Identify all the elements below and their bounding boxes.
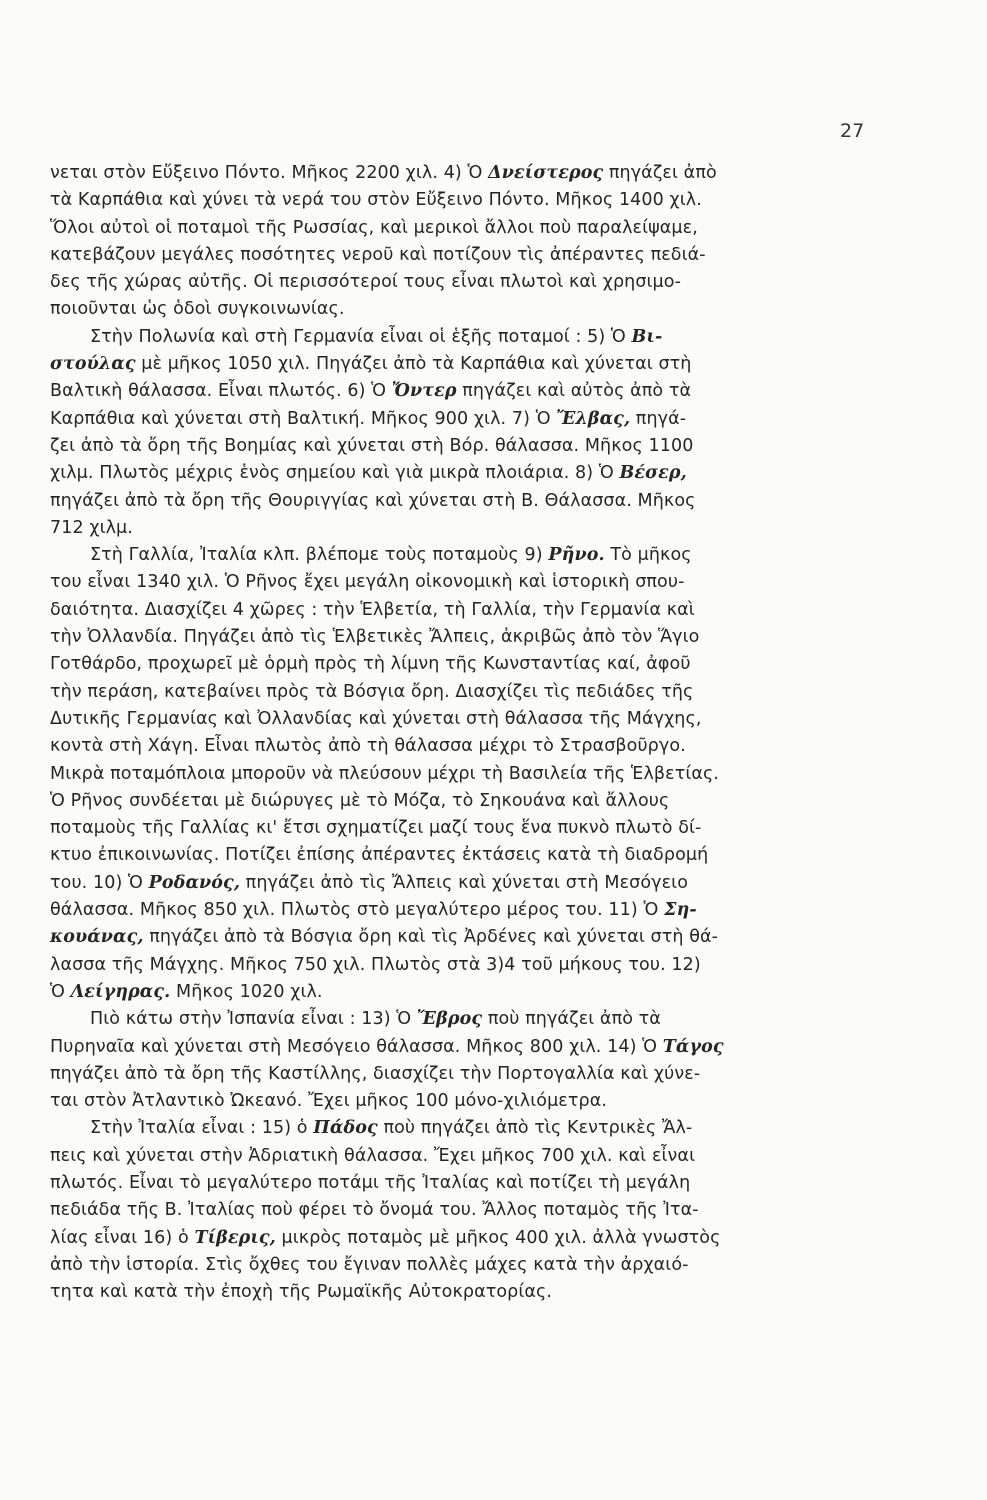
line-text: Ὁ bbox=[50, 981, 71, 1002]
river-name: Τίβερις, bbox=[194, 1227, 276, 1248]
line-text: δαιότητα. Διασχίζει 4 χῶρες : τὴν Ἑλβετία, τὴ Γαλλία, τὴν Γερμανία καὶ bbox=[50, 599, 695, 620]
text-line bbox=[50, 242, 870, 269]
text-line bbox=[50, 269, 870, 296]
line-text: θάλασσα. Μῆκος 850 χιλ. Πλωτὸς στὸ μεγαλύτερο μέρος του. 11) Ὁ bbox=[50, 900, 665, 921]
line-text: του. 10) Ὁ bbox=[50, 872, 149, 893]
page-number: 27 bbox=[840, 120, 865, 142]
river-name: Βι- bbox=[631, 326, 663, 347]
text-line bbox=[50, 1252, 870, 1279]
text-line bbox=[50, 515, 870, 542]
line-text-after: Τὸ μῆκος bbox=[604, 545, 692, 566]
text-line bbox=[50, 1170, 870, 1197]
body-text bbox=[50, 160, 870, 1306]
line-text: Ὅλοι αὐτοὶ οἱ ποταμοὶ τῆς Ρωσσίας, καὶ μερικοὶ ἄλλοι ποὺ παραλείψαμε, bbox=[50, 217, 698, 238]
river-name: Βέσερ, bbox=[619, 463, 687, 484]
text-line bbox=[50, 460, 870, 487]
line-text-after: μικρὸς ποταμὸς μὲ μῆκος 400 χιλ. ἀλλὰ γνωστὸς bbox=[275, 1227, 721, 1248]
line-text: πηγάζει ἀπὸ τὰ ὄρη τῆς Καστίλλης, διασχίζει τὴν Πορτογαλλία καὶ χύνε- bbox=[50, 1063, 701, 1084]
text-line bbox=[50, 406, 870, 433]
text-line bbox=[50, 1279, 870, 1306]
line-text: ἀπὸ τὴν ἱστορία. Στὶς ὄχθες του ἔγιναν πολλὲς μάχες κατὰ τὴν ἀρχαιό- bbox=[50, 1254, 689, 1275]
river-name: κουάνας, bbox=[50, 927, 144, 948]
river-name: Ροδανός, bbox=[148, 872, 241, 893]
line-text-after: πηγάζει ἀπὸ bbox=[603, 163, 717, 183]
river-name: Ἔλβας, bbox=[556, 408, 631, 429]
text-line bbox=[50, 788, 870, 815]
line-text: 712 χιλμ. bbox=[50, 517, 133, 538]
line-text: πεις καὶ χύνεται στὴν Ἀδριατικὴ θάλασσα. Ἔχει μῆκος 700 χιλ. καὶ εἶναι bbox=[50, 1145, 696, 1166]
text-line bbox=[50, 651, 870, 678]
line-text: ται στὸν Ἀτλαντικὸ Ὠκεανό. Ἔχει μῆκος 100 μόνο-χιλιόμετρα. bbox=[50, 1091, 608, 1112]
text-line bbox=[50, 1225, 870, 1252]
river-name: Ὄντερ bbox=[391, 381, 457, 402]
text-line bbox=[50, 351, 870, 378]
text-line bbox=[50, 679, 870, 706]
line-text: κοντὰ στὴ Χάγη. Εἶναι πλωτὸς ἀπὸ τὴ θάλασσα μέχρι τὸ Στρασβοῦργο. bbox=[50, 736, 686, 757]
line-text-after: ποὺ πηγάζει ἀπὸ τὶς Κεντρικὲς Ἄλ- bbox=[377, 1118, 693, 1139]
line-text-after: πηγάζει καὶ αὐτὸς ἀπὸ τὰ bbox=[456, 381, 692, 402]
text-line bbox=[50, 378, 870, 405]
line-text: ζει ἀπὸ τὰ ὄρη τῆς Βοημίας καὶ χύνεται στὴ Βόρ. θάλασσα. Μῆκος 1100 bbox=[50, 435, 694, 456]
line-text: πηγάζει ἀπὸ τὰ ὄρη τῆς Θουριγγίας καὶ χύνεται στὴ Β. Θάλασσα. Μῆκος bbox=[50, 490, 696, 511]
line-text-after: ποὺ πηγάζει ἀπὸ τὰ bbox=[482, 1009, 661, 1030]
text-line bbox=[50, 1115, 870, 1142]
line-text: τητα καὶ κατὰ τὴν ἐποχὴ τῆς Ρωμαϊκῆς Αὐτοκρατορίας. bbox=[50, 1282, 553, 1303]
line-text: λίας εἶναι 16) ὁ bbox=[50, 1227, 195, 1248]
line-text: χιλμ. Πλωτὸς μέχρις ἑνὸς σημείου καὶ γιὰ μικρὰ πλοιάρια. 8) Ὁ bbox=[50, 463, 620, 484]
line-text: ποταμοὺς τῆς Γαλλίας κι' ἔτσι σχηματίζει μαζί τους ἕνα πυκνὸ πλωτὸ δί- bbox=[50, 818, 702, 839]
line-text: Γοτθάρδο, προχωρεῖ μὲ ὁρμὴ πρὸς τὴ λίμνη τῆς Κωνσταντίας καί, ἀφοῦ bbox=[50, 654, 691, 675]
river-name: Ρῆνο. bbox=[548, 545, 605, 566]
text-line bbox=[50, 160, 870, 187]
line-text: τὴν περάση, κατεβαίνει πρὸς τὰ Βόσγια ὄρη. Διασχίζει τὶς πεδιάδες τῆς bbox=[50, 681, 694, 702]
line-text: Ὁ Ρῆνος συνδέεται μὲ διώρυγες μὲ τὸ Μόζα, τὸ Σηκουάνα καὶ ἄλλους bbox=[50, 790, 670, 811]
line-text: Δυτικῆς Γερμανίας καὶ Ὀλλανδίας καὶ χύνεται στὴ θάλασσα τῆς Μάγχης, bbox=[50, 708, 702, 729]
line-text: Πυρηναῖα καὶ χύνεται στὴ Μεσόγειο θάλασσα. Μῆκος 800 χιλ. 14) Ὁ bbox=[50, 1036, 663, 1057]
text-line bbox=[50, 624, 870, 651]
text-line bbox=[50, 1143, 870, 1170]
text-line bbox=[50, 187, 870, 214]
text-line bbox=[50, 1034, 870, 1061]
line-text: Καρπάθια καὶ χύνεται στὴ Βαλτική. Μῆκος 900 χιλ. 7) Ὁ bbox=[50, 408, 557, 429]
line-text: τὰ Καρπάθια καὶ χύνει τὰ νερά του στὸν Εὔξεινο Πόντο. Μῆκος 1400 χιλ. bbox=[50, 190, 702, 211]
river-name: Πάδος bbox=[313, 1118, 378, 1139]
text-line bbox=[50, 870, 870, 897]
text-line bbox=[50, 597, 870, 624]
text-line bbox=[50, 296, 870, 323]
river-name: Ση- bbox=[664, 900, 697, 921]
river-name: Τάγος bbox=[662, 1036, 724, 1057]
text-line bbox=[50, 1006, 870, 1033]
text-line bbox=[50, 952, 870, 979]
text-line bbox=[50, 897, 870, 924]
line-text: Στὴν Πολωνία καὶ στὴ Γερμανία εἶναι οἱ ἑξῆς ποταμοί : 5) Ὁ bbox=[90, 326, 632, 347]
text-line bbox=[50, 924, 870, 951]
river-name: στούλας bbox=[50, 354, 136, 375]
line-text: Στὴ Γαλλία, Ἰταλία κλπ. βλέπομε τοὺς ποταμοὺς 9) bbox=[90, 545, 549, 566]
text-line bbox=[50, 569, 870, 596]
line-text: ποιοῦνται ὡς ὁδοὶ συγκοινωνίας. bbox=[50, 299, 345, 320]
line-text: Στὴν Ἰταλία εἶναι : 15) ὁ bbox=[90, 1118, 314, 1139]
text-line bbox=[50, 979, 870, 1006]
line-text: νεται στὸν Εὔξεινο Πόντο. Μῆκος 2200 χιλ. 4) Ὁ bbox=[50, 163, 489, 183]
line-text-after: πηγά- bbox=[630, 408, 687, 429]
line-text: Βαλτικὴ θάλασσα. Εἶναι πλωτός. 6) Ὁ bbox=[50, 381, 392, 402]
river-name: Δνείστερος bbox=[488, 163, 604, 183]
text-line bbox=[50, 1088, 870, 1115]
line-text-after: πηγάζει ἀπὸ τὰ Βόσγια ὄρη καὶ τὶς Ἀρδένες καὶ χύνεται στὴ θά- bbox=[143, 927, 719, 948]
text-line bbox=[50, 433, 870, 460]
line-text: τὴν Ὀλλανδία. Πηγάζει ἀπὸ τὶς Ἑλβετικὲς Ἄλπεις, ἀκριβῶς ἀπὸ τὸν Ἅγιο bbox=[50, 627, 700, 648]
line-text: Πιὸ κάτω στὴν Ἰσπανία εἶναι : 13) Ὁ bbox=[90, 1009, 417, 1030]
line-text-after: πηγάζει ἀπὸ τὶς Ἄλπεις καὶ χύνεται στὴ Μεσόγειο bbox=[240, 872, 688, 893]
line-text: δες τῆς χώρας αὐτῆς. Οἱ περισσότεροί τους εἶναι πλωτοὶ καὶ χρησιμο- bbox=[50, 272, 682, 293]
text-line bbox=[50, 761, 870, 788]
line-text: του εἶναι 1340 χιλ. Ὁ Ρῆνος ἔχει μεγάλη οἰκονομικὴ καὶ ἱστορικὴ σπου- bbox=[50, 572, 685, 593]
line-text: Μικρὰ ποταμόπλοια μποροῦν νὰ πλεύσουν μέχρι τὴ Βασιλεία τῆς Ἑλβετίας. bbox=[50, 763, 720, 784]
text-line bbox=[50, 733, 870, 760]
text-line bbox=[50, 1197, 870, 1224]
line-text: λασσα τῆς Μάγχης. Μῆκος 750 χιλ. Πλωτὸς στὰ 3)4 τοῦ μήκους του. 12) bbox=[50, 954, 701, 975]
text-line bbox=[50, 815, 870, 842]
line-text: πλωτός. Εἶναι τὸ μεγαλύτερο ποτάμι τῆς Ἰταλίας καὶ ποτίζει τὴ μεγάλη bbox=[50, 1172, 691, 1193]
line-text: πεδιάδα τῆς Β. Ἰταλίας ποὺ φέρει τὸ ὄνομά του. Ἄλλος ποταμὸς τῆς Ἰτα- bbox=[50, 1200, 699, 1221]
line-text-after: Μῆκος 1020 χιλ. bbox=[170, 981, 323, 1002]
river-name: Ἔβρος bbox=[416, 1009, 483, 1030]
text-line bbox=[50, 324, 870, 351]
line-text: κατεβάζουν μεγάλες ποσότητες νεροῦ καὶ ποτίζουν τὶς ἀπέραντες πεδιά- bbox=[50, 244, 706, 265]
text-line bbox=[50, 706, 870, 733]
text-line bbox=[50, 488, 870, 515]
text-line bbox=[50, 542, 870, 569]
line-text: κτυο ἐπικοινωνίας. Ποτίζει ἐπίσης ἀπέραντες ἐκτάσεις κατὰ τὴ διαδρομή bbox=[50, 845, 709, 866]
text-line bbox=[50, 842, 870, 869]
text-line bbox=[50, 215, 870, 242]
text-line bbox=[50, 1061, 870, 1088]
line-text-after: μὲ μῆκος 1050 χιλ. Πηγάζει ἀπὸ τὰ Καρπάθια καὶ χύνεται στὴ bbox=[135, 354, 692, 375]
river-name: Λείγηρας. bbox=[70, 981, 171, 1002]
